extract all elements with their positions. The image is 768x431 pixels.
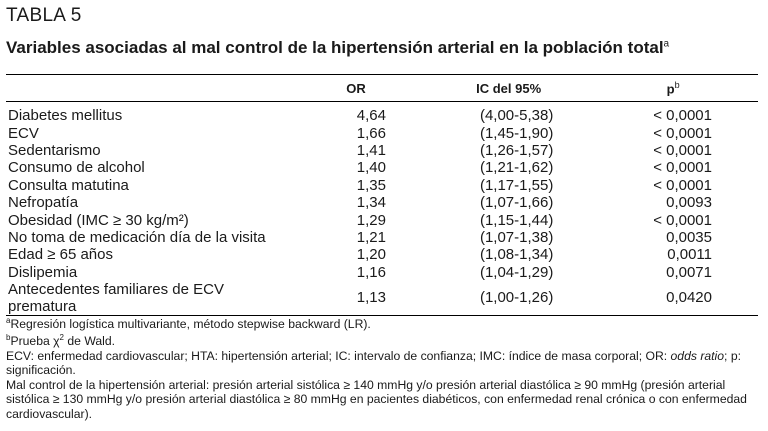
footnote-abbreviations <box>6 349 762 378</box>
cell-variable: Edad ≥ 65 años <box>8 246 113 264</box>
cell-or: 1,29 <box>356 211 386 229</box>
cell-variable: No toma de medicación día de la visita <box>8 228 266 246</box>
cell-p: < 0,0001 <box>653 159 712 177</box>
cell-ic: (1,07-1,66) <box>479 194 554 212</box>
footnote-b-pre: Prueba <box>10 334 54 349</box>
cell-variable: Obesidad (IMC ≥ 30 kg/m²) <box>8 211 189 229</box>
header-p <box>588 75 758 102</box>
footnote-a-text: Regresión logística multivariante, método stepwise backward (LR). <box>10 317 371 332</box>
cell-ic: (1,15-1,44) <box>479 211 554 229</box>
cell-or: 1,20 <box>356 246 386 264</box>
footnote-b-chi-sup: 2 <box>59 333 64 343</box>
cell-variable: Consulta matutina <box>8 176 129 194</box>
table-row <box>6 246 758 263</box>
cell-variable: ECV <box>8 124 39 142</box>
footnote-a <box>6 314 762 331</box>
cell-p: 0,0035 <box>666 228 712 246</box>
cell-or: 1,41 <box>356 141 386 159</box>
footnote-b-post: de Wald. <box>64 334 116 349</box>
table-row <box>6 281 758 316</box>
header-or: OR <box>346 80 366 96</box>
cell-p: < 0,0001 <box>653 141 712 159</box>
cell-p: < 0,0001 <box>653 176 712 194</box>
cell-p: 0,0093 <box>666 194 712 212</box>
header-p-text: p <box>666 81 675 97</box>
cell-or: 1,13 <box>356 289 386 307</box>
table-row <box>6 177 758 194</box>
cell-ic: (1,08-1,34) <box>479 246 554 264</box>
cell-ic: (1,07-1,38) <box>479 228 554 246</box>
cell-ic: (1,17-1,55) <box>479 176 554 194</box>
abbrev-pre: ECV: enfermedad cardiovascular; HTA: hipertensión arterial; IC: intervalo de confianza; IMC: índice de masa corporal; OR: <box>6 348 671 363</box>
cell-or: 1,66 <box>356 124 386 142</box>
cell-p: < 0,0001 <box>653 211 712 229</box>
cell-ic: (1,21-1,62) <box>479 159 554 177</box>
cell-variable: Dislipemia <box>8 263 78 281</box>
cell-ic: (1,04-1,29) <box>479 263 554 281</box>
cell-ic: (1,26-1,57) <box>479 141 554 159</box>
cell-variable: Diabetes mellitus <box>8 107 123 125</box>
cell-ic: (4,00-5,38) <box>479 107 554 125</box>
header-ic: IC del 95% <box>476 80 542 96</box>
cell-p: 0,0011 <box>667 246 712 264</box>
table-title <box>6 38 669 58</box>
footnote-definition: Mal control de la hipertensión arterial: presión arterial sistólica ≥ 140 mmHg y/o presión arterial diastólica ≥ 90 mmHg (presión arterial sistólica ≥ 130 mmHg y/o presión arterial diastólica ≥ 80 mmHg en pacientes diabéticos, con enfermedad renal crónica o con enfermedad cardiovascular). <box>6 377 747 421</box>
title-footnote-mark: a <box>663 38 670 50</box>
cell-or: 1,34 <box>356 194 386 212</box>
cell-p: < 0,0001 <box>653 124 712 142</box>
abbrev-italic: odds ratio <box>670 348 725 363</box>
table-label: TABLA 5 <box>6 5 82 26</box>
table-row <box>6 211 758 228</box>
cell-p: 0,0420 <box>666 289 712 307</box>
cell-variable: Sedentarismo <box>8 141 101 159</box>
table-title-text: Variables asociadas al mal control de la hipertensión arterial en la población total <box>6 38 664 57</box>
footnote-b-chi: χ <box>53 334 60 349</box>
header-variable <box>6 75 283 102</box>
cell-or: 1,35 <box>356 176 386 194</box>
footnote-b-mark: b <box>6 333 11 343</box>
table-row <box>6 264 758 281</box>
footnote-b <box>6 331 762 348</box>
table-row <box>6 102 758 125</box>
cell-or: 1,21 <box>356 228 386 246</box>
table-row <box>6 229 758 246</box>
cell-p: 0,0071 <box>666 263 712 281</box>
table-row <box>6 142 758 159</box>
abbrev-post: ; p: significación. <box>6 348 741 378</box>
cell-ic: (1,00-1,26) <box>479 289 554 307</box>
cell-variable: Nefropatía <box>8 194 79 212</box>
cell-p: < 0,0001 <box>653 107 712 125</box>
results-table <box>6 74 758 316</box>
cell-or: 4,64 <box>356 107 386 125</box>
table-header-row <box>6 75 758 102</box>
table-footnotes <box>6 314 762 421</box>
header-p-footnote-mark: b <box>674 79 680 90</box>
cell-ic: (1,45-1,90) <box>479 124 554 142</box>
cell-variable: Consumo de alcohol <box>8 159 145 177</box>
cell-or: 1,16 <box>356 263 386 281</box>
table-row <box>6 124 758 141</box>
footnote-a-mark: a <box>6 316 11 325</box>
table-row <box>6 159 758 176</box>
cell-variable: Antecedentes familiares de ECV prematura <box>8 280 224 315</box>
table-row <box>6 194 758 211</box>
cell-or: 1,40 <box>356 159 386 177</box>
